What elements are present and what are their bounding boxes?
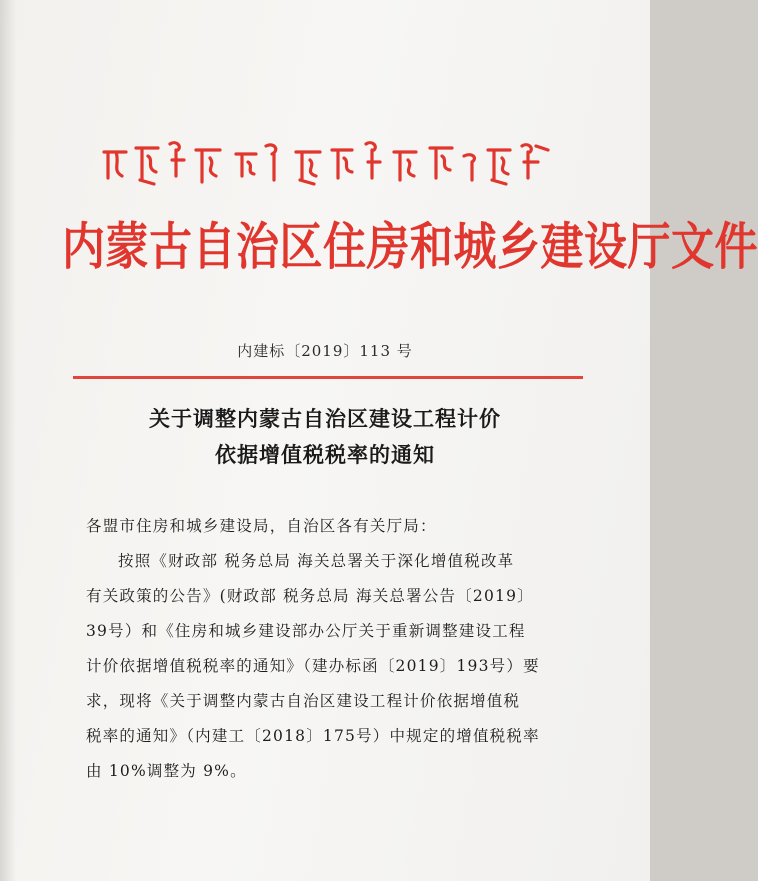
mongolian-script-graphic bbox=[96, 130, 556, 192]
body-line: 有关政策的公告》(财政部 税务总局 海关总署公告〔2019〕 bbox=[86, 587, 534, 605]
body-line: 求，现将《关于调整内蒙古自治区建设工程计价依据增值税 bbox=[86, 692, 521, 710]
issuer-heading: 内蒙古自治区住房和城乡建设厅文件 bbox=[62, 217, 758, 277]
notice-title-line-1: 关于调整内蒙古自治区建设工程计价 bbox=[149, 406, 501, 431]
mongolian-script-header bbox=[96, 130, 556, 192]
notice-title-line-2: 依据增值税税率的通知 bbox=[215, 442, 435, 467]
body-line: 按照《财政部 税务总局 海关总署关于深化增值税改革 bbox=[118, 552, 515, 570]
body-line: 税率的通知》（内建工〔2018〕175号）中规定的增值税税率 bbox=[86, 727, 540, 745]
red-divider-line bbox=[73, 376, 583, 379]
document-number: 内建标〔2019〕113 号 bbox=[237, 342, 413, 360]
salutation: 各盟市住房和城乡建设局，自治区各有关厅局： bbox=[86, 517, 437, 535]
body-line: 39号）和《住房和城乡建设部办公厅关于重新调整建设工程 bbox=[86, 622, 526, 640]
body-line: 由 10%调整为 9%。 bbox=[86, 762, 247, 780]
body-line: 计价依据增值税税率的通知》（建办标函〔2019〕193号）要 bbox=[86, 657, 540, 675]
